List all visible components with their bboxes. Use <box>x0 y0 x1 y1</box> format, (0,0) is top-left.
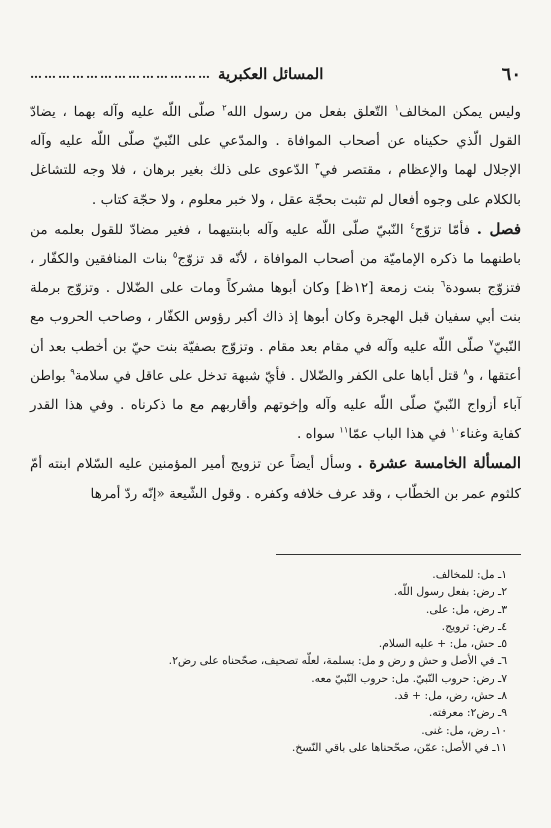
text-run: النّبيّ صلّى اللّه عليه وآله بابنتيهما ، فغير مضادّ للقول بعلمه من باطنهما ما ذكره الإماميّة من أصحاب الموافاة ، لأنّه قد تزوّج <box>30 221 521 268</box>
footnote-marker: ٣ <box>315 161 320 172</box>
footnote-item: ١ـ مل: للمخالف. <box>432 568 507 581</box>
footnotes <box>30 566 507 756</box>
footnote-item: ٤ـ رض: ترويج. <box>441 619 507 633</box>
main-text <box>30 98 521 509</box>
running-title <box>30 65 323 83</box>
footnote-item: ٥ـ حش، مل: + عليه السلام. <box>378 637 507 651</box>
text-run: التّعلق بفعل من رسول الله <box>226 104 395 120</box>
footnote-marker: ١٠ <box>450 425 460 436</box>
paragraph-2 <box>30 215 521 450</box>
paragraph-1 <box>30 98 521 215</box>
footnote-item: ٢ـ رض: بفعل رسول اللّه. <box>393 585 507 599</box>
text-run: قتل أباها على الكفر والضّلال . فأيّ شبهة تدخل على عاقل في سلامة <box>74 367 464 384</box>
footnote-marker: ٨ <box>463 367 468 378</box>
book-title: المسائل العكبرية <box>218 65 324 83</box>
running-header <box>30 60 521 88</box>
text-run: صلّى اللّه عليه وآله في مقام بعد مقام . وتزوّج بصفيّة بنت حيّ بن أخطب بعد أن أعتقها ، و <box>30 338 521 384</box>
footnote-item: ٨ـ حش، رض، مل: + قد. <box>394 689 507 703</box>
footnote-marker: ٢ <box>222 103 227 114</box>
footnote-marker: ١ <box>394 103 400 114</box>
header-leader-dots: ………………………………… <box>30 67 212 81</box>
footnote-item: ٦ـ في الأصل و حش و رض و مل: بسلمة، لعلّه تصحيف، صحّحناه على رض٢. <box>168 654 507 668</box>
text-run: صلّى اللّه عليه وآله بهما ، يضادّ القول الّذي حكيناه عن أصحاب الموافاة . والمدّعي على النّبيّ صلّى اللّه عليه وآله الإجلال لهما والإعظام ، مقتصر في <box>30 104 521 179</box>
text-run: بواطن آباء أزواج النّبيّ صلّى اللّه عليه وآله وإخوتهم وأقاربهم مع ما ذكرناه . وفي هذا القدر كفاية وغناء <box>30 367 521 443</box>
text-run: في هذا الباب عمّا <box>348 426 451 443</box>
footnote-divider <box>276 554 521 555</box>
text-run: سواه . <box>296 426 340 443</box>
question-lead: المسألة الخامسة عشرة . <box>357 454 522 473</box>
footnote-item: ٣ـ رض، مل: على. <box>425 602 507 616</box>
section-lead: فصل . <box>476 219 521 238</box>
text-run: وليس يمكن المخالف <box>399 104 522 120</box>
footnote-marker: ٤ <box>410 221 415 232</box>
footnote-marker: ٦ <box>440 279 446 290</box>
text-run: وسأل أيضاً عن تزويج أمير المؤمنين عليه السّلام ابنته أمّ كلثوم عمر بن الخطّاب ، وقد عرف خلافه وكفره . وقول الشّيعة «إنّه ردّ أمرها <box>30 456 521 502</box>
footnote-marker: ٧ <box>488 338 494 349</box>
text-run: الدّعوى على ذلك بغير برهان ، فلا وجه للتشاغل بالكلام على وجوه أفعال لم تثبت بحجّة عقل ، ولا خبر معلوم ، ولا حجّة كتاب . <box>30 162 521 208</box>
page-number: ٦٠ <box>501 63 521 85</box>
text-run: بنت زمعة [١٢ظ] وكان أبوها مشركاً ومات على الضّلال . وتزوّج برملة بنت أبي سفيان قبل الهجرة وكان أبوها إذ ذاك أكبر رؤوس الكفّار ، وصاحب الحروب مع النّبيّ <box>30 280 521 355</box>
footnote-marker: ١١ <box>339 425 349 436</box>
paragraph-3 <box>30 449 521 508</box>
footnote-item: ١٠ـ رض، مل: غنى. <box>421 723 507 737</box>
footnote-marker: ٩ <box>70 367 75 378</box>
footnote-item: ٩ـ رض٢: معرفته. <box>428 706 507 720</box>
footnote-item: ١١ـ في الأصل: عمّن، صحّحناها على باقي النّسخ. <box>291 740 507 754</box>
footnote-item: ٧ـ رض: حروب النّبيّ. مل: حروب النّبيّ معه. <box>311 671 507 685</box>
footnote-marker: ٥ <box>172 250 178 261</box>
text-run: بنات المنافقين والكفّار ، فتزوّج بسودة <box>30 251 521 297</box>
text-run: فأمّا تزوّج <box>414 221 477 238</box>
